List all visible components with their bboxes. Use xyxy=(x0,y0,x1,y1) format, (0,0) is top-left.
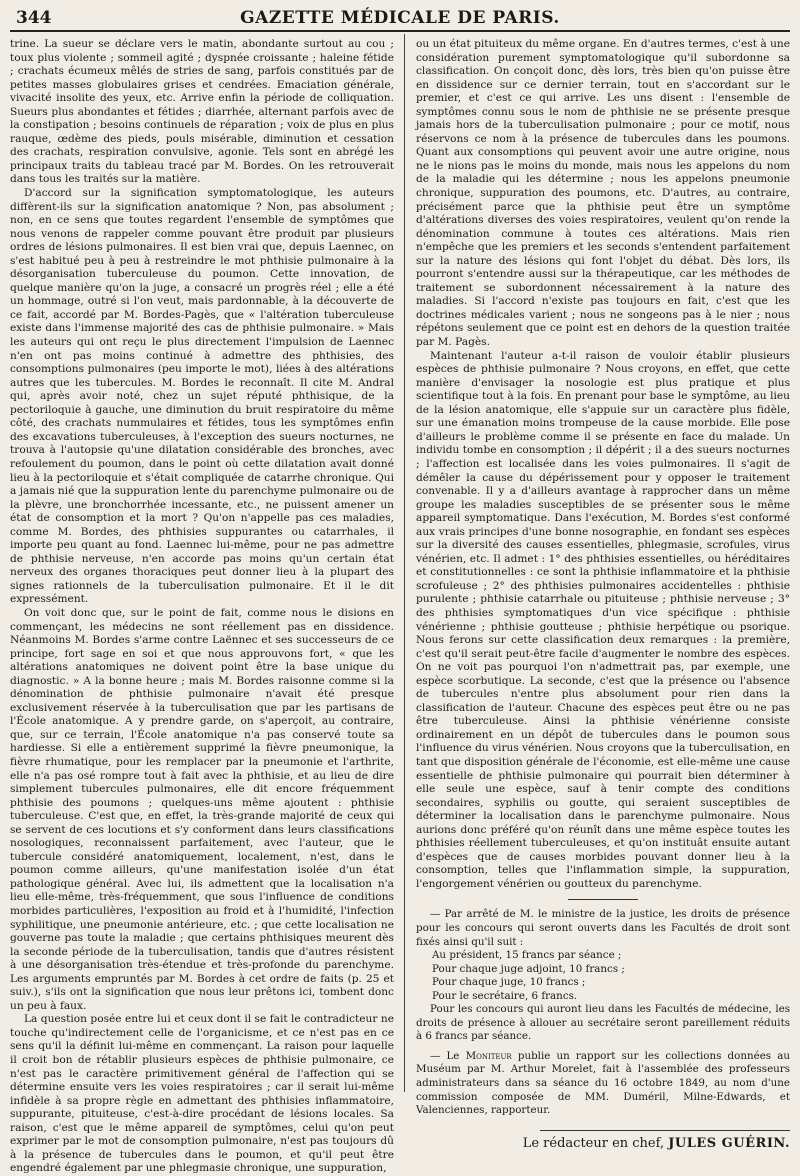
right-column xyxy=(416,38,790,1151)
fee-item: Au président, 15 francs par séance ; xyxy=(432,949,622,962)
journal-title: GAZETTE MÉDICALE DE PARIS. xyxy=(240,8,560,28)
signature-prefix: Le rédacteur en chef, xyxy=(522,1135,669,1151)
article-paragraph: trine. La sueur se déclare vers le matin, abondante surtout au cou ; toux plus violente ; sommeil agité ; dyspnée croissante ; haleine fétide ; crachats écumeux mêlés de stries de sang, parfois constitués par de petites masses globulaires grises et cendrées. Emaciation générale, vivacité insolite des yeux, etc. Arrive enfin la période de colliquation. Sueurs plus abondantes et fétides ; diarrhée, alternant parfois avec de la constipation ; besoins continuels de réparation ; voix de plus en plus rauque, œdème des pieds, pouls misérable, diminution et cessation des crachats, respiration convulsive, agonie. Tels sont en abrégé les principaux traits du tableau tracé par M. Bordes. On les retrouverait dans tous les traités sur la matière. xyxy=(10,38,394,186)
moniteur-name: Moniteur xyxy=(465,1049,512,1062)
left-column xyxy=(10,38,394,1175)
signature-rule xyxy=(540,1130,790,1131)
header-rule xyxy=(10,30,790,32)
editor-signature xyxy=(416,1137,790,1151)
page-number: 344 xyxy=(16,8,52,28)
notice-moniteur-text xyxy=(416,1050,790,1118)
fee-item: Pour le secrétaire, 6 francs. xyxy=(432,989,578,1002)
notice-moniteur xyxy=(416,1050,790,1118)
article-paragraph: D'accord sur la signification symptomatologique, les auteurs diffèrent-ils sur la signification anatomique ? Non, pas absolument ; non, en ce sens que toutes regardent l'ensemble de symptômes que nous venons de rappeler comme pouvant être produit par plusieurs ordres de lésions pulmonaires. Il est bien vrai que, depuis Laennec, on s'est habitué peu à peu à restreindre le mot phthisie pulmonaire à la désorganisation tuberculeuse du poumon. Cette innovation, de quelque manière qu'on la juge, a consacré un progrès réel ; elle a été un hommage, outré si l'on veut, mais pardonnable, à la découverte de ce fait, accordé par M. Bordes-Pagès, que « l'altération tuberculeuse existe dans l'immense majorité des cas de phthisie pulmonaire. » Mais les auteurs qui ont reçu le plus directement l'impulsion de Laennec n'en ont pas moins continué à admettre des phthisies, des consomptions pulmonaires (peu importe le mot), liées à des altérations autres que les tubercules. M. Bordes le reconnaît. Il cite M. Andral qui, après avoir noté, chez un sujet réputé phthisique, de la pectoriloquie à gauche, une diminution du bruit respiratoire du même côté, des crachats nummulaires et fétides, tous les symptômes enfin des excavations tuberculeuses, à l'exception des sueurs nocturnes, ne trouva à l'autopsie qu'une dilatation considérable des bronches, avec refoulement du poumon, dans le point où cette dilatation avait donné lieu à la pectoriloquie et s'était compliquée de catarrhe chronique. Qui a jamais nié que la suppuration lente du parenchyme pulmonaire ou de la plèvre, une bronchorrhée incessante, etc., ne puissent amener un état de consomption et la mort ? Qu'on n'appelle pas ces maladies, comme M. Bordes, des phthisies suppurantes ou catarrhales, il importe peu quant au fond. Laennec lui-même, pour ne pas admettre de phthisie nerveuse, n'en accorde pas moins qu'un certain état nerveux des organes thoraciques peut donner lieu à la plupart des signes rationnels de la tuberculisation pulmonaire. Et il le dit expressément. xyxy=(10,187,394,606)
editor-name: JULES GUÉRIN. xyxy=(668,1135,790,1151)
column-divider xyxy=(404,34,405,1092)
notice-outro: Pour les concours qui auront lieu dans les Facultés de médecine, les droits de présence à allouer au secrétaire seront pareillement réduits à 6 francs par séance. xyxy=(416,1003,790,1043)
notice-justice xyxy=(416,908,790,1043)
article-paragraph: La question posée entre lui et ceux dont il se fait le contradicteur ne touche qu'indirectement celle de l'organicisme, et ce n'est pas en ce sens qu'il la définit lui-même en commençant. La raison pour laquelle il croit bon de rétablir plusieurs espèces de phthisie pulmonaire, ce n'est pas le caractère primitivement général de l'affection qui se détermine ensuite vers les voies respiratoires ; car il serait lui-même infidèle à sa propre règle en admettant des phthisies inflammatoire, suppurante, pituiteuse, c'est-à-dire procédant de lésions locales. Sa raison, c'est que le même appareil de symptômes, celui qu'on peut exprimer par le mot de consomption pulmonaire, n'est pas toujours dû à la présence de tubercules dans le poumon, et qu'il peut être engendré également par une phlegmasie chronique, une suppuration, xyxy=(10,1013,394,1175)
notice-moniteur-lead: — Le xyxy=(430,1049,466,1062)
fee-item: Pour chaque juge, 10 francs ; xyxy=(432,976,586,989)
page-header xyxy=(10,4,790,30)
fee-item: Pour chaque juge adjoint, 10 francs ; xyxy=(432,962,625,975)
article-paragraph: On voit donc que, sur le point de fait, comme nous le disions en commençant, les médecins ne sont réellement pas en dissidence. Néanmoins M. Bordes s'arme contre Laënnec et ses successeurs de ce principe, fort sage en soi et que nous approuvons fort, « que les altérations anatomiques ne doivent point être la base unique du diagnostic. » A la bonne heure ; mais M. Bordes raisonne comme si la dénomination de phthisie pulmonaire n'avait été presque exclusivement réservée à la tuberculisation que par les partisans de l'École anatomique. A y prendre garde, on s'aperçoit, au contraire, que, sur ce terrain, l'École anatomique n'a pas conservé toute sa hardiesse. Si elle a entièrement supprimé la fièvre pneumonique, la fièvre rhumatique, pour les remplacer par la pneumonie et l'arthrite, elle n'a pas osé rompre tout à fait avec la phthisie, et au lieu de dire simplement tubercules pulmonaires, elle dit encore fréquemment phthisie des poumons ; quelques-uns même ajoutent : phthisie tuberculeuse. C'est que, en effet, la très-grande majorité de ceux qui se servent de ces locutions et s'y conforment dans leurs classifications nosologiques, reconnaissent parfaitement, avec l'auteur, que le tubercule considéré anatomiquement, localement, n'est, dans le poumon comme ailleurs, qu'une manifestation isolée d'un état pathologique général. Avec lui, ils admettent que la localisation n'a lieu elle-même, très-fréquemment, que sous l'influence de conditions morbides particulières, l'exposition au froid et à l'humidité, l'infection syphilitique, une pneumonie antérieure, etc. ; que cette localisation ne gouverne pas toute la maladie ; que certains phthisiques meurent dès la seconde période de la tuberculisation, tandis que d'autres résistent à une désorganisation très-étendue et très-profonde du parenchyme. Les arguments empruntés par M. Bordes à cet ordre de faits (p. 25 et suiv.), s'ils ont la signification que nous leur prêtons ici, tombent donc un peu à faux. xyxy=(10,606,394,1012)
article-paragraph: Maintenant l'auteur a-t-il raison de vouloir établir plusieurs espèces de phthisie pulmonaire ? Nous croyons, en effet, que cette manière d'envisager la nosologie est plus pratique et plus scientifique tout à la fois. En prenant pour base le symptôme, au lieu de la lésion anatomique, elle s'appuie sur un caractère plus fidèle, sur une émanation moins trompeuse de la cause morbide. Elle pose d'ailleurs le problème comme il se présente en face du malade. Un individu tombe en consomption ; il dépérit ; il a des sueurs nocturnes ; l'affection est localisée dans les voies pulmonaires. Il s'agit de démêler la cause du dépérissement pour y opposer le traitement convenable. Il y a d'ailleurs avantage à rapprocher dans un même groupe les maladies susceptibles de se présenter sous le même appareil symptomatique. Dans l'exécution, M. Bordes s'est conformé aux vrais principes d'une bonne nosographie, en fondant ses espèces sur la diversité des causes essentielles, phlegmasie, scrofules, virus vénérien, etc. Il admet : 1° des phthisies essentielles, ou héréditaires et constitutionnelles : ce sont la phthisie inflammatoire et la phthisie scrofuleuse ; 2° des phthisies pulmonaires accidentelles : phthisie purulente ; phthisie catarrhale ou pituiteuse ; phthisie nerveuse ; 3° des phthisies symptomatiques d'un vice spécifique : phthisie vénérienne ; phthisie goutteuse ; phthisie herpétique ou psorique. Nous ferons sur cette classification deux remarques : la première, c'est qu'il serait peut-être facile d'augmenter le nombre des espèces. On ne voit pas pourquoi l'on n'admettrait pas, par exemple, une espèce scorbutique. La seconde, c'est que la présence ou l'absence de tubercules n'entre plus absolument pour rien dans la classification de l'auteur. Chacune des espèces peut être ou ne pas être tuberculeuse. Ainsi la phthisie vénérienne consiste ordinairement en un dépôt de tubercules dans le poumon sous l'influence du virus vénérien. Nous croyons que la tuberculisation, en tant que disposition générale de l'économie, est elle-même une cause essentielle de phthisie pulmonaire qui pourrait bien déterminer à elle seule une espèce, sauf à tenir compte des conditions secondaires, syphilis ou goutte, qui seraient susceptibles de déterminer la localisation dans le parenchyme pulmonaire. Nous aurions donc préféré qu'on réunît dans une même espèce toutes les phthisies réellement tuberculeuses, et qu'on instituât ensuite autant d'espèces que de causes morbides pouvant donner lieu à la consomption, telles que l'inflammation simple, la suppuration, l'engorgement vénérien ou goutteux du parenchyme. xyxy=(416,349,790,890)
notice-intro: — Par arrêté de M. le ministre de la justice, les droits de présence pour les concours qui seront ouverts dans les Facultés de droit sont fixés ainsi qu'il suit : xyxy=(416,908,790,948)
section-separator xyxy=(568,899,638,900)
article-paragraph: ou un état pituiteux du même organe. En d'autres termes, c'est à une considération purement symptomatologique qu'il subordonne sa classification. On conçoit donc, dès lors, très bien qu'on puisse être en dissidence sur ce dernier terrain, tout en s'accordant sur le premier, et c'est ce qui arrive. Les uns disent : l'ensemble de symptômes connu sous le nom de phthisie ne se présente presque jamais hors de la tuberculisation pulmonaire ; pour ce motif, nous réservons ce nom à la présence de tubercules dans les poumons. Quant aux consomptions qui peuvent avoir une autre origine, nous ne le nions pas le moins du monde, mais nous les appelons du nom de la maladie qui les détermine ; nous les appelons pneumonie chronique, suppuration des poumons, etc. D'autres, au contraire, précisément parce que la phthisie peut être un symptôme d'altérations diverses des voies respiratoires, veulent qu'on rende la dénomination commune à toutes ces altérations. Mais rien n'empêche que les premiers et les seconds s'entendent parfaitement sur la nature des lésions qui font l'objet du débat. Dès lors, ils pourront s'entendre aussi sur la thérapeutique, car les méthodes de traitement se subordonnent nécessairement à la nature des maladies. Si l'accord n'existe pas toujours en fait, c'est que les doctrines médicales varient ; nous ne songeons pas à le nier ; nous répétons seulement que ce point est en dehors de la question traitée par M. Pagès. xyxy=(416,38,790,349)
notice-moniteur-rest: publie un rapport sur les collections données au Muséum par M. Arthur Morelet, fait à l'assemblée des professeurs administrateurs dans sa séance du 16 octobre 1849, au nom d'une commission composée de MM. Duméril, Milne-Edwards, et Valenciennes, rapporteur. xyxy=(416,1049,790,1117)
